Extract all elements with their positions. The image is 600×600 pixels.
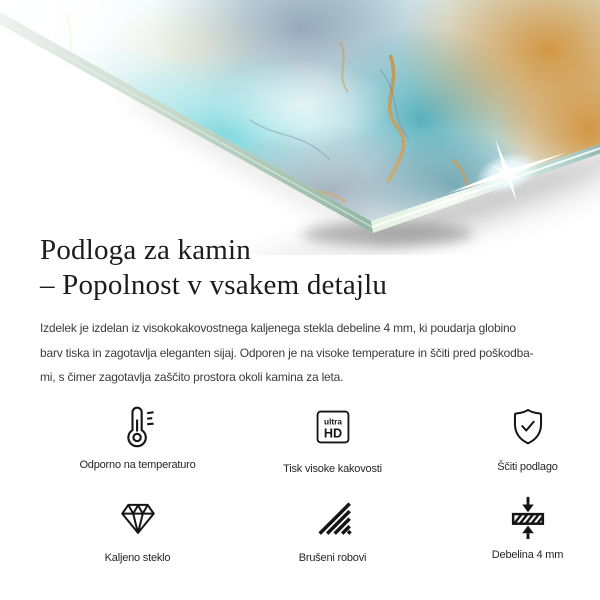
page-title-line1: Podloga za kamin [40,234,251,266]
thermometer-icon [116,404,160,448]
diamond-icon [117,497,159,539]
page-title [40,233,560,303]
feature-item-print-quality [235,404,430,476]
feature-label: Ščiti podlago [497,460,558,473]
product-description-line: Izdelek je izdelan iz visokokakovostnega kaljenega stekla debeline 4 mm, ki poudarja globino [40,321,516,335]
thickness-icon [505,494,551,540]
product-description-line: barv tiska in zagotavlja eleganten sijaj. Odporen je na visoke temperature in ščiti pred poškodba- [40,345,534,360]
product-description [40,316,560,390]
feature-label: Brušeni robovi [298,551,367,564]
feature-item-thickness [430,494,600,565]
page-title-line2: – Popolnost v vsakem detajlu [40,269,388,301]
feature-label: Odporno na temperaturo [79,458,196,471]
shield-check-icon [507,406,549,448]
feature-label: Kaljeno steklo [104,551,171,564]
feature-item-beveled-edges [235,494,430,565]
beveled-edges-icon [313,497,353,537]
ultra-hd-text-small: ultra [323,416,342,427]
features-grid [40,404,600,565]
feature-item-protection [430,404,600,476]
feature-label: Debelina 4 mm [491,548,564,561]
feature-item-temperature [40,404,235,476]
feature-label: Tisk visoke kakovosti [283,462,382,475]
ultra-hd-icon [314,408,352,446]
feature-item-tempered-glass [40,494,235,565]
product-description-line: mi, s čimer zagotavlja zaščito prostora okoli kamina za leta. [40,370,344,384]
ultra-hd-text-large: HD [323,425,342,440]
